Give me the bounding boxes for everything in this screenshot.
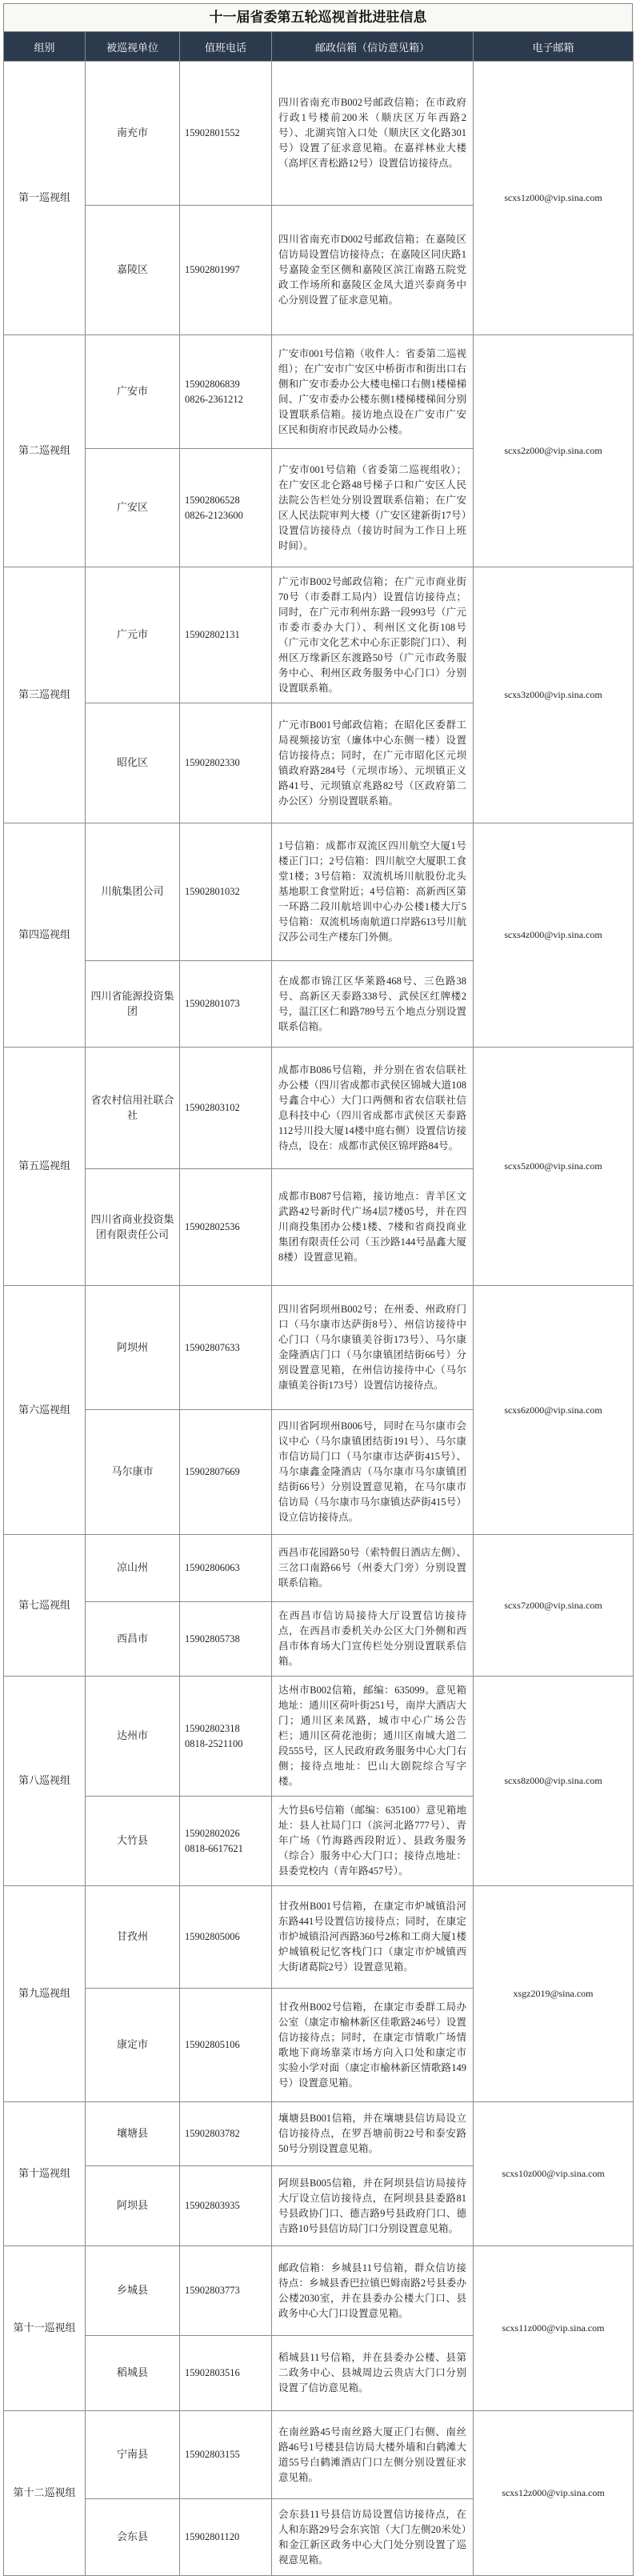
header-phone: 值班电话 <box>180 32 272 62</box>
phone-cell: 15902805738 <box>180 1602 272 1677</box>
unit-cell: 甘孜州 <box>86 1886 180 1989</box>
table-row <box>4 1286 634 1410</box>
mailbox-cell: 阿坝县B005信箱，并在阿坝县信访局接待大厅设立信访接待点，在阿坝县县委路81号县政协门口、德吉路9号县政府门口、德吉路10号县信访局门口分别设置意见箱。 <box>272 2166 474 2246</box>
mailbox-cell: 壤塘县B001信箱，并在壤塘县信访局设立信访接待点，在罗吾塘前街22号和泰安路50号分别设置意见箱。 <box>272 2102 474 2166</box>
unit-cell: 稻城县 <box>86 2336 180 2411</box>
unit-cell: 川航集团公司 <box>86 823 180 961</box>
group-name-cell: 第六巡视组 <box>4 1286 86 1535</box>
phone-cell: 15902807669 <box>180 1410 272 1535</box>
unit-cell: 阿坝县 <box>86 2166 180 2246</box>
mailbox-cell: 成都市B087号信箱，接访地点：青羊区文武路42号新时代广场4层7楼05号，并在四川商投集团办公楼1楼、7楼和省商投商业集团有限责任公司（玉沙路144号晶鑫大厦8楼）设置意见箱。 <box>272 1169 474 1286</box>
phone-cell: 15902805006 <box>180 1886 272 1989</box>
email-cell: scxs3z000@vip.sina.com <box>474 567 634 823</box>
unit-cell: 南充市 <box>86 62 180 206</box>
phone-cell: 15902803935 <box>180 2166 272 2246</box>
phone-cell: 15902805106 <box>180 1989 272 2102</box>
mailbox-cell: 达州市B002信箱，邮编：635099。意见箱地址：通川区荷叶街251号，南岸大酒店大门；通川区来凤路，城市中心广场公告栏；通川区荷花池街；通川区南城大道二段555号，区人民政府政务服务中心大门右侧；接待点地址：巴山大剧院综合写字楼。 <box>272 1677 474 1797</box>
mailbox-cell: 四川省阿坝州B002号；在州委、州政府门口（马尔康市达萨街8号）、州信访接待中心门口（马尔康镇美谷街173号）、马尔康金隆酒店门口（马尔康镇团结街66号）分别设置意见箱，在州信访接待中心（马尔康镇美谷街173号）设置信访接待点。 <box>272 1286 474 1410</box>
mailbox-cell: 四川省南充市B002号邮政信箱；在市政府行政1号楼前200米（顺庆区万年西路2号）、北湖宾馆入口处（顺庆区文化路301号）设置了征求意见箱。在嘉祥林业大楼（高坪区青松路12号）设置信访接待点。 <box>272 62 474 206</box>
mailbox-cell: 四川省南充市D002号邮政信箱；在嘉陵区信访局设置信访接待点；在嘉陵区同庆路1号嘉陵金至区侧和嘉陵区滨江南路五院党政工作场所和嘉陵区金凤大道兴泰商务中心分别设置了征求意见箱。 <box>272 206 474 335</box>
table-row <box>4 2102 634 2166</box>
mailbox-cell: 大竹县6号信箱（邮编：635100）意见箱地址：县人社局门口（滨河北路777号）、青年广场（竹海路西段附近）、县政务服务（综合）服务中心大门口；接待点地址：县委党校内（青年路457号）。 <box>272 1797 474 1886</box>
table-row <box>4 823 634 961</box>
phone-cell: 15902802131 <box>180 567 272 703</box>
unit-cell: 四川省商业投资集团有限责任公司 <box>86 1169 180 1286</box>
email-cell: scxs4z000@vip.sina.com <box>474 823 634 1048</box>
email-cell: scxs11z000@vip.sina.com <box>474 2246 634 2411</box>
table-row <box>4 1886 634 1989</box>
unit-cell: 凉山州 <box>86 1535 180 1602</box>
unit-cell: 会东县 <box>86 2499 180 2576</box>
mailbox-cell: 邮政信箱：乡城县11号信箱，群众信访接待点：乡城县香巴拉镇巴姆南路2号县委办公楼2030室，并在县委办公楼大门口、县政务中心大门口设置意见箱。 <box>272 2246 474 2336</box>
unit-cell: 广安区 <box>86 449 180 567</box>
unit-cell: 四川省能源投资集团 <box>86 961 180 1048</box>
unit-cell: 康定市 <box>86 1989 180 2102</box>
table-row <box>4 567 634 703</box>
table-row <box>4 1535 634 1602</box>
phone-cell: 15902803773 <box>180 2246 272 2336</box>
group-name-cell: 第四巡视组 <box>4 823 86 1048</box>
mailbox-cell: 广安市001号信箱（收件人：省委第二巡视组）；在广安市广安区中桥街市和街出口右侧和广安市委办公大楼电梯口右侧1楼梯梯间、广安市委办公楼东侧1楼梯楼梯间分别设置联系信箱。接访地点设在广安市广安区民和街府市民政局办公楼。 <box>272 335 474 449</box>
email-cell: xsgz2019@sina.com <box>474 1886 634 2102</box>
group-name-cell: 第五巡视组 <box>4 1048 86 1286</box>
phone-cell: 15902802330 <box>180 703 272 823</box>
unit-cell: 阿坝州 <box>86 1286 180 1410</box>
unit-cell: 马尔康市 <box>86 1410 180 1535</box>
unit-cell: 昭化区 <box>86 703 180 823</box>
group-name-cell: 第三巡视组 <box>4 567 86 823</box>
unit-cell: 省农村信用社联合社 <box>86 1048 180 1169</box>
mailbox-cell: 甘孜州B001号信箱，在康定市炉城镇沿河东路441号设置信访接待点；同时，在康定市炉城镇沿河西路360号2栋和工商大厦1楼炉城镇税记忆客栈门口（康定市炉城镇西大街诸葛院2号）设置意见箱。 <box>272 1886 474 1989</box>
phone-cell: 15902803516 <box>180 2336 272 2411</box>
header-mailbox: 邮政信箱（信访意见箱） <box>272 32 474 62</box>
header-group: 组别 <box>4 32 86 62</box>
phone-cell: 15902807633 <box>180 1286 272 1410</box>
phone-cell: 15902802318 0818-2521100 <box>180 1677 272 1797</box>
phone-cell: 15902802536 <box>180 1169 272 1286</box>
email-cell: scxs2z000@vip.sina.com <box>474 335 634 567</box>
phone-cell: 15902806063 <box>180 1535 272 1602</box>
mailbox-cell: 广安市001号信箱（省委第二巡视组收）；在广安区北仑路48号梯子口和广安区人民法院公告栏处分别设置联系信箱；在广安区人民法院审判大楼（广安区建新街17号）设置信访接待点（接访时间为工作日上班时间）。 <box>272 449 474 567</box>
email-cell: scxs5z000@vip.sina.com <box>474 1048 634 1286</box>
page-title: 十一届省委第五轮巡视首批进驻信息 <box>3 3 633 31</box>
email-cell: scxs7z000@vip.sina.com <box>474 1535 634 1677</box>
mailbox-cell: 甘孜州B002号信箱，在康定市委群工局办公室（康定市榆林新区佳歌路246号）设置信访接待点；同时，在康定市情歌广场情歌地下商场靠菜市场方向入口处和康定市实验小学对面（康定市榆林新区情歌路149号）设置意见箱。 <box>272 1989 474 2102</box>
unit-cell: 宁南县 <box>86 2411 180 2499</box>
header-email: 电子邮箱 <box>474 32 634 62</box>
mailbox-cell: 成都市B086号信箱，并分别在省农信联社办公楼（四川省成都市武侯区锦城大道108号鑫合中心）大门口两侧和省农信联社信息科技中心（四川省成都市武侯区天泰路112号川投大厦14楼中庭右侧）设置信访接待点，设在：成都市武侯区锦坪路84号。 <box>272 1048 474 1169</box>
unit-cell: 壤塘县 <box>86 2102 180 2166</box>
phone-cell: 15902806839 0826-2361212 <box>180 335 272 449</box>
mailbox-cell: 广元市B002号邮政信箱；在广元市商业街70号（市委群工局内）设置信访接待点；同时，在广元市利州东路一段993号（广元市委市委办大门）、利州区文化街108号（广元市文化艺术中心东正影院门口）、利州区万缘新区东渡路50号（广元市政务服务中心、利州区政务服务中心门口）分别设置联系箱。 <box>272 567 474 703</box>
mailbox-cell: 在成都市锦江区华莱路468号、三色路38号、高新区天泰路338号、武侯区红牌楼2号，温江区仁和路789号五个地点分别设置联系信箱。 <box>272 961 474 1048</box>
email-cell: scxs10z000@vip.sina.com <box>474 2102 634 2246</box>
phone-cell: 15902802026 0818-6617621 <box>180 1797 272 1886</box>
phone-cell: 15902801552 <box>180 62 272 206</box>
group-name-cell: 第一巡视组 <box>4 62 86 335</box>
group-name-cell: 第七巡视组 <box>4 1535 86 1677</box>
phone-cell: 15902803155 <box>180 2411 272 2499</box>
table-row <box>4 335 634 449</box>
mailbox-cell: 在西昌市信访局接待大厅设置信访接待点，在西昌市委机关办公区大门外侧和西昌市体育场大门宣传栏处分别设置联系信箱。 <box>272 1602 474 1677</box>
group-name-cell: 第十一巡视组 <box>4 2246 86 2411</box>
unit-cell: 广安市 <box>86 335 180 449</box>
mailbox-cell: 会东县11号县信访局设置信访接待点，在人和东路29号会东宾馆（大门左侧20米处）和金江新区政务中心大门处分别设置了巡视意见箱。 <box>272 2499 474 2576</box>
phone-cell: 15902806528 0826-2123600 <box>180 449 272 567</box>
email-cell: scxs6z000@vip.sina.com <box>474 1286 634 1535</box>
table-body <box>4 62 634 2576</box>
table-row <box>4 1048 634 1169</box>
unit-cell: 大竹县 <box>86 1797 180 1886</box>
info-table <box>3 31 634 2576</box>
phone-cell: 15902801073 <box>180 961 272 1048</box>
unit-cell: 嘉陵区 <box>86 206 180 335</box>
info-sheet <box>3 3 633 2576</box>
email-cell: scxs12z000@vip.sina.com <box>474 2411 634 2576</box>
group-name-cell: 第十巡视组 <box>4 2102 86 2246</box>
mailbox-cell: 稻城县11号信箱，并在县委办公楼、县第二政务中心、县城周边云贵店大门口分别设置了信访意见箱。 <box>272 2336 474 2411</box>
phone-cell: 15902801120 <box>180 2499 272 2576</box>
group-name-cell: 第十二巡视组 <box>4 2411 86 2576</box>
phone-cell: 15902803102 <box>180 1048 272 1169</box>
mailbox-cell: 在南丝路45号南丝路大厦正门右侧、南丝路46号1号楼县信访局大楼外墙和白鹤滩大道55号白鹤滩酒店门口左侧分别设置征求意见箱。 <box>272 2411 474 2499</box>
group-name-cell: 第九巡视组 <box>4 1886 86 2102</box>
phone-cell: 15902801032 <box>180 823 272 961</box>
unit-cell: 达州市 <box>86 1677 180 1797</box>
group-name-cell: 第八巡视组 <box>4 1677 86 1886</box>
table-row <box>4 2246 634 2336</box>
phone-cell: 15902801997 <box>180 206 272 335</box>
header-unit: 被巡视单位 <box>86 32 180 62</box>
mailbox-cell: 1号信箱：成都市双流区四川航空大厦1号楼正门口；2号信箱：四川航空大厦职工食堂1楼；3号信箱：双流机场川航股份北头基地职工食堂附近；4号信箱：高新西区第一环路二段川航培训中心办公楼1楼大厅5号信箱：双流机场南航道口岸路613号川航汉莎公司生产楼东门外侧。 <box>272 823 474 961</box>
unit-cell: 广元市 <box>86 567 180 703</box>
email-cell: scxs1z000@vip.sina.com <box>474 62 634 335</box>
table-row <box>4 2411 634 2499</box>
table-row <box>4 1677 634 1797</box>
mailbox-cell: 四川省阿坝州B006号，同时在马尔康市会议中心（马尔康镇团结街191号）、马尔康市信访局门口（马尔康市达萨街415号）、马尔康鑫金隆酒店（马尔康市马尔康镇团结街66号）分别设置意见箱，在马尔康市信访局（马尔康市马尔康镇达萨街415号）设立信访接待点。 <box>272 1410 474 1535</box>
mailbox-cell: 西昌市花园路50号（索特假日酒店左侧）、三岔口南路66号（州委大门旁）分别设置联系信箱。 <box>272 1535 474 1602</box>
table-row <box>4 62 634 206</box>
phone-cell: 15902803782 <box>180 2102 272 2166</box>
email-cell: scxs8z000@vip.sina.com <box>474 1677 634 1886</box>
unit-cell: 乡城县 <box>86 2246 180 2336</box>
table-header-row <box>4 32 634 62</box>
group-name-cell: 第二巡视组 <box>4 335 86 567</box>
unit-cell: 西昌市 <box>86 1602 180 1677</box>
mailbox-cell: 广元市B001号邮政信箱；在昭化区委群工局视频接访室（廉体中心东侧一楼）设置信访接待点；同时，在广元市昭化区元坝镇政府路284号（元坝市场）、元坝镇正义路41号、元坝镇京兆路82号（区政府第二办公区）分别设置联系箱。 <box>272 703 474 823</box>
